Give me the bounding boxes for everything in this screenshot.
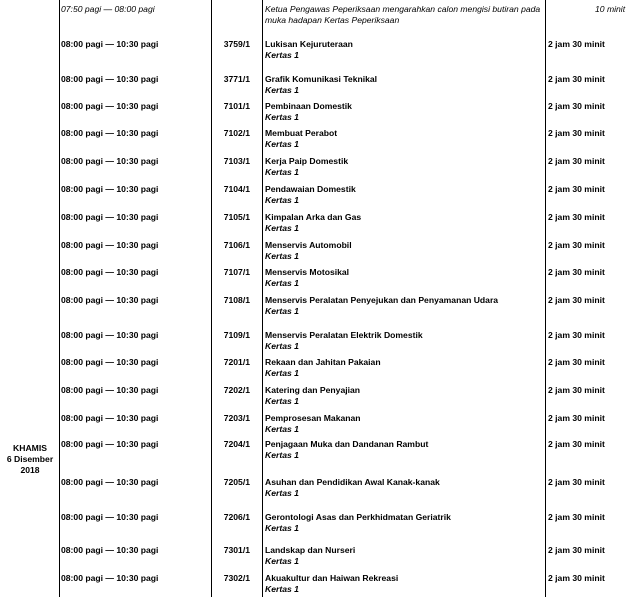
column-divider bbox=[262, 0, 263, 597]
subject-title: Asuhan dan Pendidikan Awal Kanak-kanak bbox=[265, 477, 440, 487]
exam-duration: 2 jam 30 minit bbox=[548, 240, 605, 250]
subject-cell bbox=[265, 267, 545, 289]
subject-code: 7203/1 bbox=[223, 413, 250, 423]
subject-cell bbox=[265, 512, 545, 534]
subject-title: Gerontologi Asas dan Perkhidmatan Geriatrik bbox=[265, 512, 451, 522]
subject-title: Pembinaan Domestik bbox=[265, 101, 352, 111]
exam-time: 08:00 pagi — 10:30 pagi bbox=[61, 156, 159, 166]
subject-code: 7202/1 bbox=[223, 385, 250, 395]
subject-code: 7301/1 bbox=[223, 545, 250, 555]
subject-title: Rekaan dan Jahitan Pakaian bbox=[265, 357, 381, 367]
subject-cell bbox=[265, 439, 545, 461]
subject-code: 7104/1 bbox=[223, 184, 250, 194]
subject-title: Kimpalan Arka dan Gas bbox=[265, 212, 362, 222]
exam-duration: 2 jam 30 minit bbox=[548, 357, 605, 367]
subject-title: Akuakultur dan Haiwan Rekreasi bbox=[265, 573, 399, 583]
paper-label: Kertas 1 bbox=[265, 523, 299, 533]
subject-cell bbox=[265, 240, 545, 262]
subject-code: 7102/1 bbox=[223, 128, 250, 138]
exam-time: 08:00 pagi — 10:30 pagi bbox=[61, 413, 159, 423]
subject-code: 7108/1 bbox=[223, 295, 250, 305]
subject-title: Lukisan Kejuruteraan bbox=[265, 39, 353, 49]
paper-label: Kertas 1 bbox=[265, 278, 299, 288]
subject-cell bbox=[265, 330, 545, 352]
paper-label: Kertas 1 bbox=[265, 396, 299, 406]
subject-code: 7109/1 bbox=[223, 330, 250, 340]
subject-cell bbox=[265, 39, 545, 61]
paper-label: Kertas 1 bbox=[265, 223, 299, 233]
exam-duration: 2 jam 30 minit bbox=[548, 439, 605, 449]
subject-code: 7204/1 bbox=[223, 439, 250, 449]
paper-label: Kertas 1 bbox=[265, 167, 299, 177]
exam-time: 08:00 pagi — 10:30 pagi bbox=[61, 545, 159, 555]
subject-title: Landskap dan Nurseri bbox=[265, 545, 356, 555]
subject-code: 7206/1 bbox=[223, 512, 250, 522]
exam-duration: 2 jam 30 minit bbox=[548, 385, 605, 395]
paper-label: Kertas 1 bbox=[265, 50, 299, 60]
subject-cell bbox=[265, 295, 545, 317]
paper-label: Kertas 1 bbox=[265, 556, 299, 566]
subject-cell bbox=[265, 101, 545, 123]
subject-code: 7105/1 bbox=[223, 212, 250, 222]
exam-duration: 2 jam 30 minit bbox=[548, 512, 605, 522]
column-divider bbox=[211, 0, 212, 597]
subject-title: Penjagaan Muka dan Dandanan Rambut bbox=[265, 439, 429, 449]
paper-label: Kertas 1 bbox=[265, 85, 299, 95]
subject-cell bbox=[265, 74, 545, 96]
instruction-duration: 10 minit bbox=[595, 4, 626, 14]
subject-cell bbox=[265, 545, 545, 567]
exam-time: 08:00 pagi — 10:30 pagi bbox=[61, 477, 159, 487]
subject-title: Pemprosesan Makanan bbox=[265, 413, 361, 423]
subject-cell bbox=[265, 184, 545, 206]
exam-time: 08:00 pagi — 10:30 pagi bbox=[61, 573, 159, 583]
instruction-note: Ketua Pengawas Peperiksaan mengarahkan calon mengisi butiran pada muka hadapan Kertas Peperiksaan bbox=[265, 4, 541, 25]
subject-title: Menservis Automobil bbox=[265, 240, 352, 250]
exam-time: 08:00 pagi — 10:30 pagi bbox=[61, 330, 159, 340]
exam-duration: 2 jam 30 minit bbox=[548, 128, 605, 138]
column-divider bbox=[545, 0, 546, 597]
day-date: 6 Disember bbox=[6, 454, 54, 464]
exam-time: 08:00 pagi — 10:30 pagi bbox=[61, 128, 159, 138]
exam-time: 08:00 pagi — 10:30 pagi bbox=[61, 439, 159, 449]
exam-duration: 2 jam 30 minit bbox=[548, 74, 605, 84]
exam-time: 08:00 pagi — 10:30 pagi bbox=[61, 267, 159, 277]
day-year: 2018 bbox=[20, 465, 40, 475]
paper-label: Kertas 1 bbox=[265, 341, 299, 351]
paper-label: Kertas 1 bbox=[265, 368, 299, 378]
exam-time: 08:00 pagi — 10:30 pagi bbox=[61, 357, 159, 367]
paper-label: Kertas 1 bbox=[265, 251, 299, 261]
subject-cell bbox=[265, 357, 545, 379]
subject-title: Menservis Motosikal bbox=[265, 267, 350, 277]
instruction-time: 07:50 pagi — 08:00 pagi bbox=[61, 4, 155, 14]
exam-time: 08:00 pagi — 10:30 pagi bbox=[61, 39, 159, 49]
paper-label: Kertas 1 bbox=[265, 450, 299, 460]
exam-duration: 2 jam 30 minit bbox=[548, 573, 605, 583]
exam-day bbox=[2, 443, 58, 476]
exam-duration: 2 jam 30 minit bbox=[548, 545, 605, 555]
exam-duration: 2 jam 30 minit bbox=[548, 39, 605, 49]
paper-label: Kertas 1 bbox=[265, 139, 299, 149]
exam-time: 08:00 pagi — 10:30 pagi bbox=[61, 512, 159, 522]
subject-cell bbox=[265, 413, 545, 435]
exam-duration: 2 jam 30 minit bbox=[548, 184, 605, 194]
paper-label: Kertas 1 bbox=[265, 306, 299, 316]
subject-title: Grafik Komunikasi Teknikal bbox=[265, 74, 378, 84]
subject-code: 7106/1 bbox=[223, 240, 250, 250]
subject-cell bbox=[265, 477, 545, 499]
column-divider bbox=[59, 0, 60, 597]
subject-title: Katering dan Penyajian bbox=[265, 385, 361, 395]
subject-title: Membuat Perabot bbox=[265, 128, 338, 138]
subject-cell bbox=[265, 212, 545, 234]
subject-title: Pendawaian Domestik bbox=[265, 184, 356, 194]
exam-time: 08:00 pagi — 10:30 pagi bbox=[61, 240, 159, 250]
exam-duration: 2 jam 30 minit bbox=[548, 212, 605, 222]
subject-code: 7103/1 bbox=[223, 156, 250, 166]
subject-title: Menservis Peralatan Penyejukan dan Penyamanan Udara bbox=[265, 295, 499, 305]
exam-time: 08:00 pagi — 10:30 pagi bbox=[61, 212, 159, 222]
exam-time: 08:00 pagi — 10:30 pagi bbox=[61, 101, 159, 111]
paper-label: Kertas 1 bbox=[265, 112, 299, 122]
exam-duration: 2 jam 30 minit bbox=[548, 330, 605, 340]
exam-duration: 2 jam 30 minit bbox=[548, 295, 605, 305]
subject-code: 7107/1 bbox=[223, 267, 250, 277]
exam-time: 08:00 pagi — 10:30 pagi bbox=[61, 184, 159, 194]
exam-duration: 2 jam 30 minit bbox=[548, 156, 605, 166]
paper-label: Kertas 1 bbox=[265, 195, 299, 205]
subject-code: 3759/1 bbox=[223, 39, 250, 49]
day-name: KHAMIS bbox=[13, 443, 47, 453]
subject-code: 3771/1 bbox=[223, 74, 250, 84]
subject-code: 7201/1 bbox=[223, 357, 250, 367]
exam-duration: 2 jam 30 minit bbox=[548, 477, 605, 487]
subject-title: Kerja Paip Domestik bbox=[265, 156, 349, 166]
subject-code: 7205/1 bbox=[223, 477, 250, 487]
subject-code: 7101/1 bbox=[223, 101, 250, 111]
subject-cell bbox=[265, 573, 545, 595]
paper-label: Kertas 1 bbox=[265, 488, 299, 498]
exam-time: 08:00 pagi — 10:30 pagi bbox=[61, 295, 159, 305]
subject-cell bbox=[265, 128, 545, 150]
exam-duration: 2 jam 30 minit bbox=[548, 413, 605, 423]
exam-duration: 2 jam 30 minit bbox=[548, 267, 605, 277]
exam-time: 08:00 pagi — 10:30 pagi bbox=[61, 385, 159, 395]
subject-cell bbox=[265, 156, 545, 178]
subject-code: 7302/1 bbox=[223, 573, 250, 583]
exam-time: 08:00 pagi — 10:30 pagi bbox=[61, 74, 159, 84]
subject-title: Menservis Peralatan Elektrik Domestik bbox=[265, 330, 423, 340]
paper-label: Kertas 1 bbox=[265, 584, 299, 594]
paper-label: Kertas 1 bbox=[265, 424, 299, 434]
subject-cell bbox=[265, 385, 545, 407]
exam-duration: 2 jam 30 minit bbox=[548, 101, 605, 111]
